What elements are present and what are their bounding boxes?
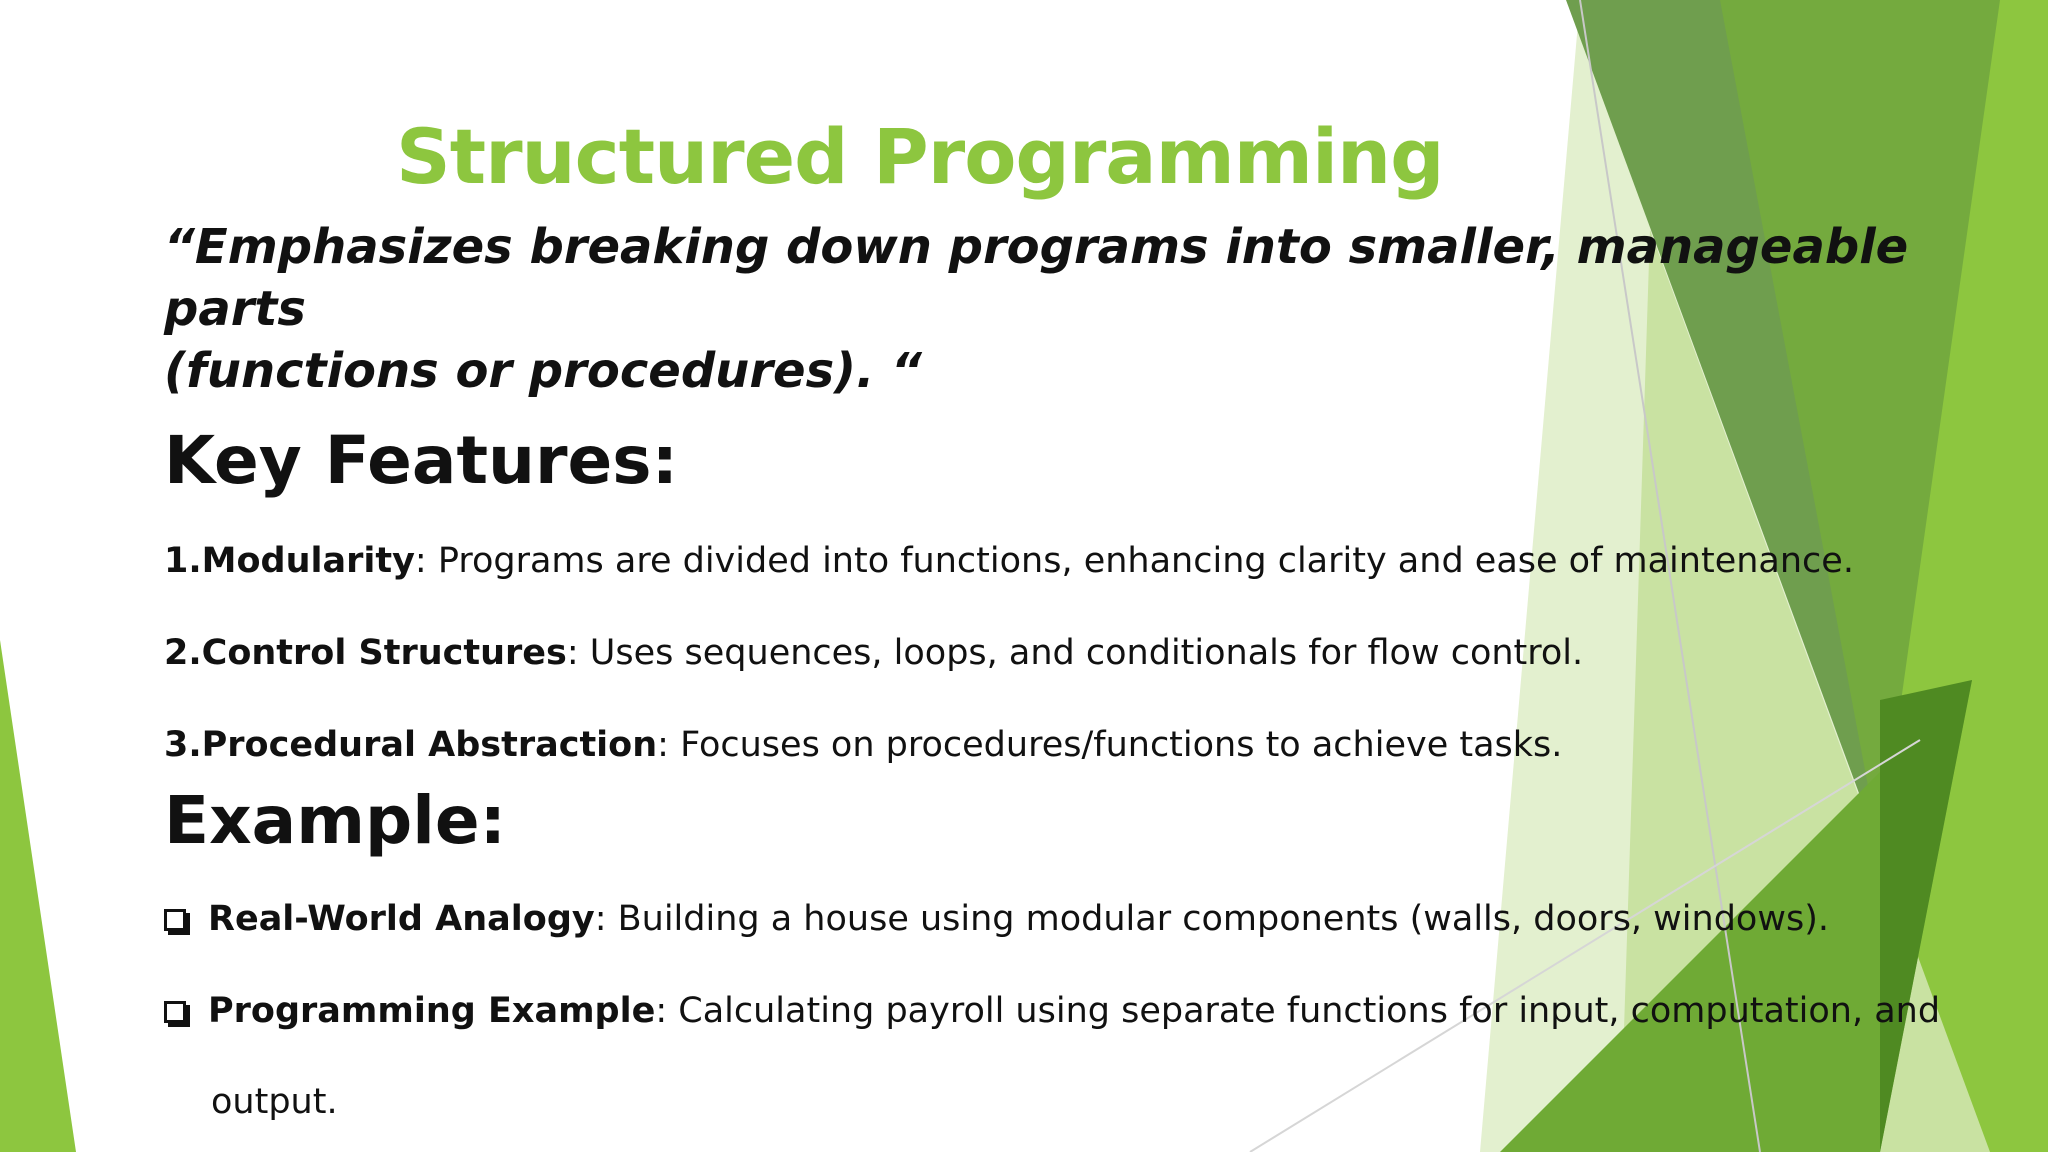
- checkbox-bullet-icon: [164, 1001, 186, 1023]
- feature-desc: : Programs are divided into functions, enhancing clarity and ease of maintenance.: [414, 541, 1854, 581]
- feature-term: 1.Modularity: [164, 541, 415, 581]
- key-features-heading: Key Features:: [164, 422, 678, 499]
- example-term: Real-World Analogy: [208, 899, 595, 939]
- feature-term: 2.Control Structures: [164, 633, 567, 673]
- feature-item: [164, 722, 1562, 768]
- feature-term: 3.Procedural Abstraction: [164, 725, 658, 765]
- example-item: [164, 896, 1829, 942]
- feature-item: [164, 538, 1854, 584]
- example-desc: : Building a house using modular components (walls, doors, windows).: [594, 899, 1829, 939]
- feature-item: [164, 630, 1583, 676]
- quote-line: (functions or procedures). “: [164, 343, 922, 399]
- example-term: Programming Example: [208, 991, 656, 1031]
- feature-desc: : Focuses on procedures/functions to achieve tasks.: [657, 725, 1563, 765]
- checkbox-bullet-icon: [164, 909, 186, 931]
- example-continuation: output.: [211, 1082, 338, 1122]
- example-item: [164, 988, 1940, 1034]
- slide-title: Structured Programming: [396, 112, 1444, 201]
- quote-line: “Emphasizes breaking down programs into smaller, manageable parts: [164, 219, 1909, 337]
- left-green-sliver: [0, 640, 76, 1152]
- example-desc: : Calculating payroll using separate functions for input, computation, and: [655, 991, 1941, 1031]
- definition-quote: [164, 216, 1924, 402]
- example-heading: Example:: [164, 782, 506, 859]
- feature-desc: : Uses sequences, loops, and conditionals for flow control.: [566, 633, 1584, 673]
